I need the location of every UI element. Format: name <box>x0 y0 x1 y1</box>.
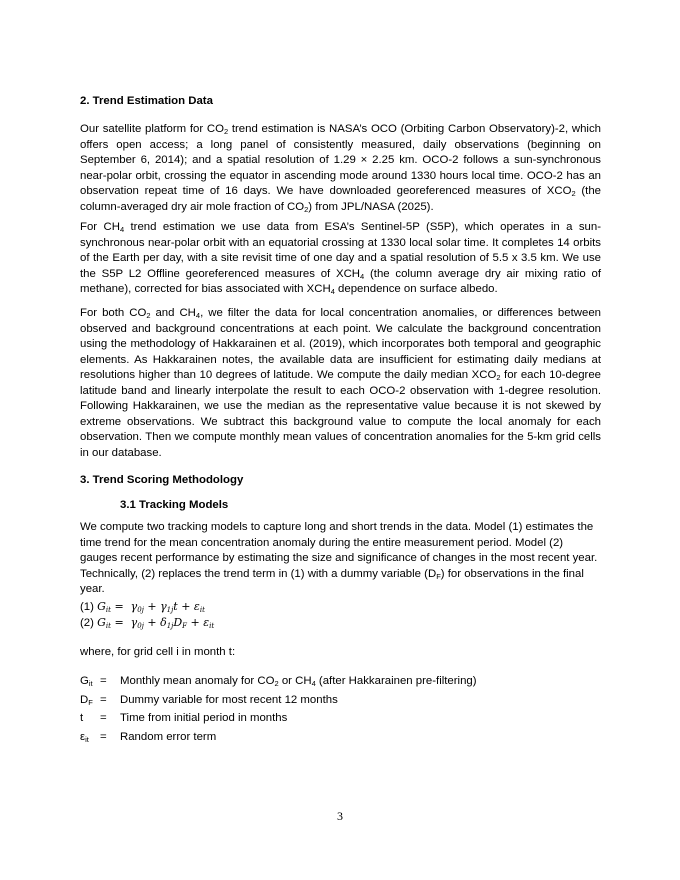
definition-row: $D_F$ = Dummy variable for most recent 12 months <box>80 691 601 710</box>
def-text: Random error term <box>120 730 217 743</box>
paragraph-s5p: For $CH_4$ trend estimation we use data from ESA’s Sentinel-5P (S5P), which operates in a sun-synchronous near-polar orbit with an equatorial crossing at 1330 local solar time. It completes 14 orbits of the Earth per day, with a site revisit time of one day and a spatial resolution of 5.5 x 3.5 km. We use the S5P L2 Offline georeferenced measures of $XCH_4$ (the column average dry air mixing ratio of methane), corrected for bias associated with $XCH_4$ dependence on surface albedo. <box>80 221 602 296</box>
definition-row: $G_{it}$ = Monthly mean anomaly for $CO_2$ or $CH_4$ (after Hakkarainen pre-filtering) <box>80 672 601 691</box>
definition-row: t = Time from initial period in months <box>80 709 601 728</box>
definitions-list <box>80 672 601 746</box>
def-symbol: $G_{it}$ <box>80 675 93 688</box>
def-text: Monthly mean anomaly for $CO_2$ or $CH_4$ (after Hakkarainen pre-filtering) <box>120 675 477 688</box>
def-symbol: $\varepsilon_{it}$ <box>80 730 89 744</box>
paragraph-filtering: For both $CO_2$ and $CH_4$, we filter the data for local concentration anomalies, or differences between observed and background concentrations at each point. We calculate the background concentration using the methodology of Hakkarainen et al. (2019), which incorporates both temporal and geographic elements. As Hakkarainen notes, the available data are insufficient for estimating daily medians at resolutions higher than 10 degrees of latitude. We compute the daily median $XCO_2$ for each 10-degree latitude band and linearly interpolate the result to each OCO-2 observation with 1-degree resolution. Following Hakkarainen, we use the median as the representative value because it is not skewed by extreme observations. We subtract this background value to compute the local anomaly for each observation. Then we compute monthly mean values of concentration anomalies for the 5-km grid cells in our database. <box>80 307 601 459</box>
def-text: Time from initial period in months <box>120 712 288 724</box>
definition-row: $\varepsilon_{it}$ = Random error term <box>80 728 601 747</box>
equation-1: (1) $G_{it} = \gamma_{0j} + \gamma_{1j}t + \varepsilon_{it}$ <box>80 600 205 614</box>
subsection-3-1-heading: 3.1 Tracking Models <box>120 499 229 511</box>
def-text: Dummy variable for most recent 12 months <box>120 693 338 706</box>
def-symbol: $D_F$ <box>80 693 93 707</box>
def-symbol: t <box>80 712 84 724</box>
where-text: where, for grid cell i in month t: <box>80 646 236 658</box>
section-2-heading: 2. Trend Estimation Data <box>80 95 213 107</box>
section-3-heading: 3. Trend Scoring Methodology <box>80 474 244 486</box>
equation-2: (2) $G_{it} = \gamma_{0j} + \delta_{1j}D_F + \varepsilon_{it}$ <box>80 616 215 630</box>
page-number: 3 <box>337 809 343 823</box>
paragraph-oco2: Our satellite platform for $CO_2$ trend estimation is NASA’s OCO (Orbiting Carbon Observatory)-2, which offers open access; a long panel of consistently measured, daily observations (beginning on September 6, 2014); and a spatial resolution of 1.29 × 2.25 km. OCO-2 follows a sun-synchronous near-polar orbit, crossing the equator in ascending mode around 1330 hours local time. OCO-2 has an observation repeat time of 16 days. We have downloaded georeferenced measures of $XCO_2$ (the column-averaged dry air mole fraction of $CO_2$) from JPL/NASA (2025). <box>80 123 602 214</box>
paragraph-tracking-models: We compute two tracking models to capture long and short trends in the data. Model (1) estimates the time trend for the mean concentration anomaly during the entire measurement period. Model (2) gauges recent performance by estimating the size and significance of changes in the most recent year. Technically, (2) replaces the trend term in (1) with a dummy variable $(D_F)$ for observations in the final year. <box>80 521 598 595</box>
